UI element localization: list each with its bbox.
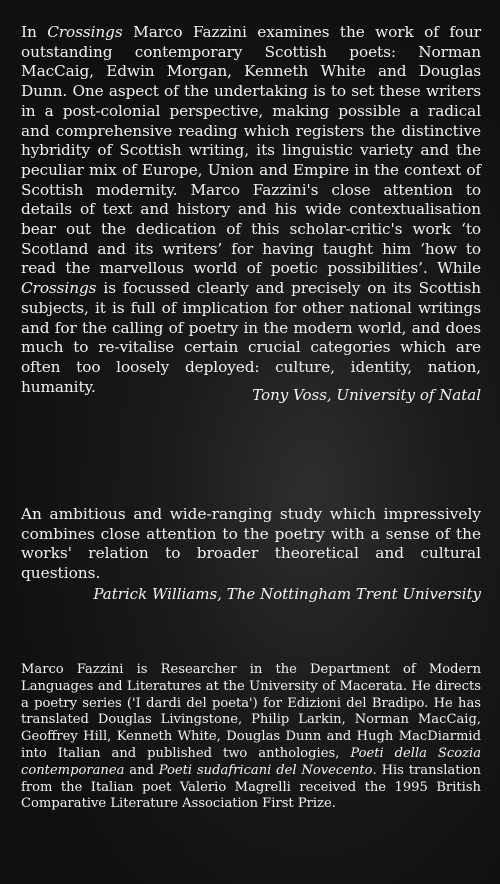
anthology-title: Poeti sudafricani del Novecento bbox=[158, 762, 373, 778]
review-blurb-1 bbox=[21, 23, 481, 397]
review-attribution-1: Tony Voss, University of Natal bbox=[252, 386, 481, 404]
anthology-title: Poeti della Scozia contemporanea bbox=[21, 745, 482, 778]
blurb-text: is focussed clearly and precisely on its Scottish subjects, it is full of implication for other national writings and for the calling of poetry in the modern world, and does much to re-vitalise certain crucial categories which are often too loosely deployed: culture, identity, nation, humanity. bbox=[21, 279, 481, 396]
review-attribution-2: Patrick Williams, The Nottingham Trent University bbox=[93, 585, 481, 603]
blurb-text: In bbox=[21, 23, 48, 41]
bio-text: . His translation from the Italian poet Valerio Magrelli received the 1995 British Comparative Literature Association First Prize. bbox=[21, 762, 481, 812]
review-blurb-2: An ambitious and wide-ranging study which impressively combines close attention to the poetry with a sense of the works' relation to broader theoretical and cultural questions. bbox=[21, 505, 481, 583]
bio-text: and bbox=[124, 762, 159, 778]
bio-text: Marco Fazzini is Researcher in the Department of Modern Languages and Literatures at the University of Macerata. He directs a poetry series ('I dardi del poeta') for Edizioni del Bradipo. He has translated Douglas Livingstone, Philip Larkin, Norman MacCaig, Geoffrey Hill, Kenneth White, Douglas Dunn and Hugh MacDiarmid into Italian and published two anthologies, bbox=[21, 662, 481, 761]
book-title: Crossings bbox=[21, 279, 97, 298]
author-bio bbox=[21, 662, 481, 813]
book-title: Crossings bbox=[47, 23, 123, 41]
blurb-text: Marco Fazzini examines the work of four outstanding contemporary Scottish poets: Norman MacCaig, Edwin Morgan, Kenneth White and Douglas Dunn. One aspect of the undertaking is to set these writers in a post-colonial perspective, making possible a radical and comprehensive reading which registers the distinctive hybridity of Scottish writing, its linguistic variety and the peculiar mix of Europe, Union and Empire in the context of Scottish modernity. Marco Fazzini's close attention to details of text and history and his wide contextualisation bear out the dedication of this scholar-critic's work ‘to Scotland and its writers’ for having taught him ‘how to read the marvellous world of poetic possibilities’. While bbox=[21, 23, 481, 278]
